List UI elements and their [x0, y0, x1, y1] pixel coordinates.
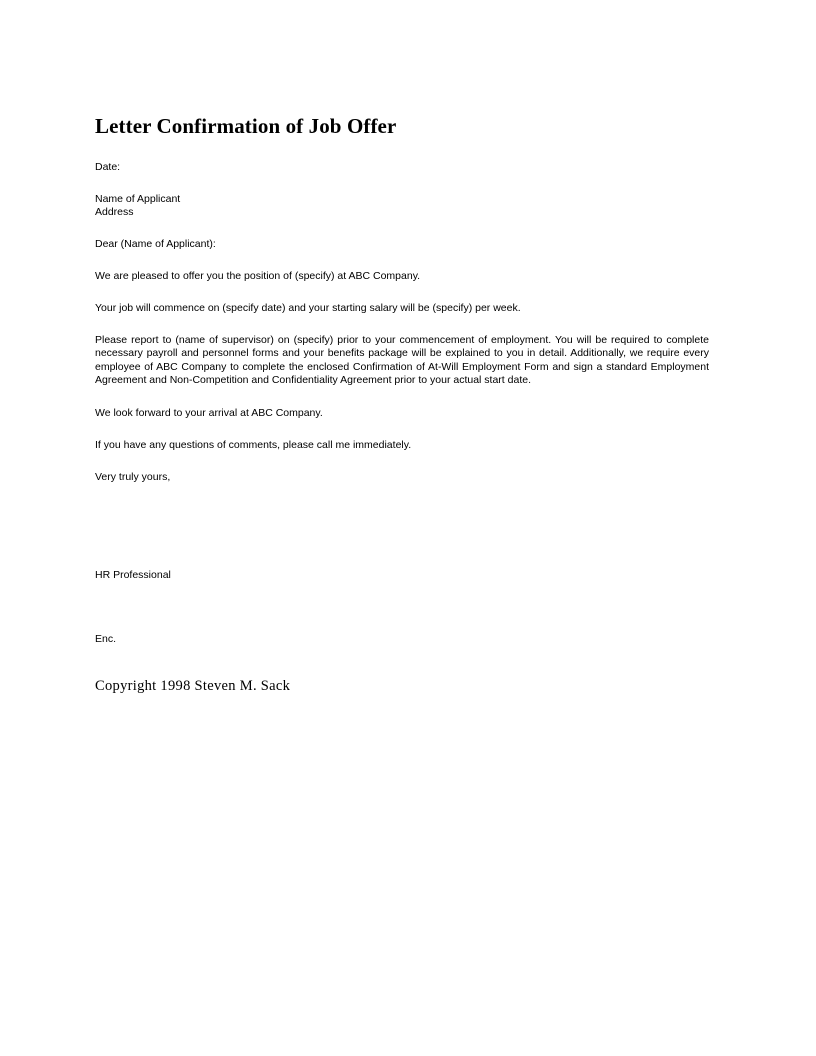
paragraph-offer: We are pleased to offer you the position of (specify) at ABC Company.	[95, 270, 421, 282]
copyright-notice: Copyright 1998 Steven M. Sack	[95, 677, 291, 694]
spacer-title	[95, 139, 709, 161]
page-title: Letter Confirmation of Job Offer	[95, 114, 397, 138]
salutation: Dear (Name of Applicant):	[95, 238, 216, 250]
signature-title: HR Professional	[95, 568, 171, 581]
paragraph-questions: If you have any questions of comments, please call me immediately.	[95, 438, 412, 451]
spacer-questions	[95, 452, 709, 471]
closing-line: Very truly yours,	[95, 470, 171, 483]
spacer-salutation	[95, 251, 709, 270]
letter-body	[95, 113, 709, 695]
paragraph-commencement: Your job will commence on (specify date) and your starting salary will be (specify) per week.	[95, 302, 521, 314]
spacer-look-forward	[95, 420, 709, 439]
spacer-date	[95, 174, 709, 193]
spacer-enclosure	[95, 646, 709, 677]
paragraph-reporting: Please report to (name of supervisor) on (specify) prior to your commencement of employment. You will be required to complete necessary payroll and personnel forms and your benefits package will be explained to you in detail. Additionally, we require every employee of ABC Company to complete the enclosed Confirmation of At-Will Employment Form and sign a standard Employment Agreement and Non-Competition and Confidentiality Agreement prior to your actual start date.	[95, 334, 709, 387]
spacer-reporting	[95, 388, 709, 407]
spacer-signature	[95, 582, 709, 633]
recipient-address-line: Address	[95, 206, 134, 218]
spacer-recipient	[95, 219, 709, 238]
date-label: Date:	[95, 161, 121, 173]
spacer-offer	[95, 283, 709, 302]
paragraph-look-forward: We look forward to your arrival at ABC Company.	[95, 406, 323, 419]
signature-space	[95, 484, 709, 569]
recipient-name-line: Name of Applicant	[95, 193, 181, 205]
enclosure-note: Enc.	[95, 632, 117, 645]
recipient-block	[95, 193, 709, 219]
spacer-commencement	[95, 315, 709, 334]
